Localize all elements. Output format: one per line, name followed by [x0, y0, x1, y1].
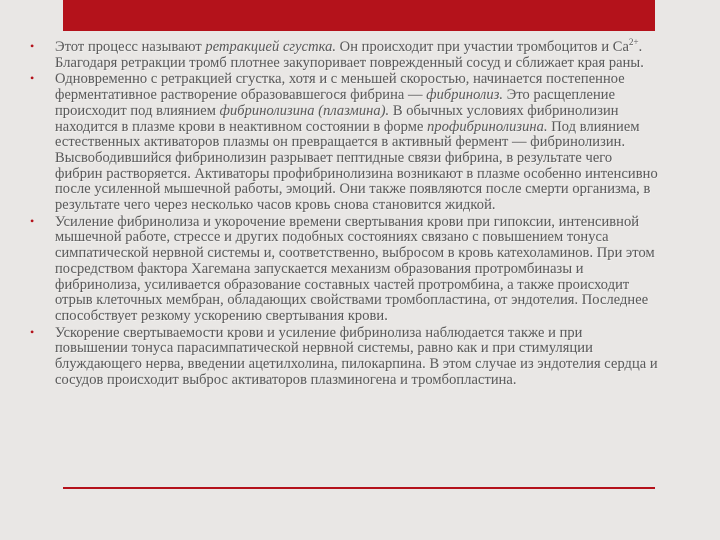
text-run: Усиление фибринолиза и укорочение времени свертывания крови при гипоксии, интенсивной мышечной работе, стрессе и других подобных состояниях связано с повышением тонуса симпатической нервной системы и, соответственно, выбросом в кровь катехоламинов. При этом посредством фактора Хагемана запускается механизм образования протромбиназы и фибринолиза, усиливается образование составных частей протромбина, а также происходит отрыв клеточных мембран, обладающих свойствами тромбопластина, от эндотелия. Последнее способствует резкому ускорению свертывания крови.	[55, 213, 655, 324]
text-run: Ускорение свертываемости крови и усиление фибринолиза наблюдается также и при повышении тонуса парасимпатической нервной системы, равно как и при стимуляции блуждающего нерва, введении ацетилхолина, пилокарпина. В этом случае из эндотелия сердца и сосудов происходит выброс активаторов плазминогена и тромбопластина.	[55, 324, 658, 388]
text-run: Этот процесс называют	[55, 39, 206, 55]
bullet-text	[55, 37, 658, 71]
slide-body	[30, 37, 658, 389]
text-run: Это расщепление происходит под влиянием	[55, 87, 616, 119]
bullet-icon: •	[30, 39, 35, 53]
term-italic: фибринолизина (плазмина).	[219, 102, 390, 119]
text-run: Он происходит при участии тромбоцитов и Са	[336, 39, 629, 55]
text-run: Одновременно с ретракцией сгустка, хотя и с меньшей скоростью, начинается постепенное ферментативное растворение образовавшегося фибрина —	[55, 71, 625, 104]
bullet-list	[30, 37, 658, 388]
bullet-text	[55, 72, 658, 213]
bullet-text	[55, 215, 658, 325]
bullet-icon: •	[30, 213, 35, 228]
text-run: В обычных условиях фибринолизин находится в плазме крови в неактивном состоянии в форме	[55, 102, 619, 135]
bullet-item	[30, 326, 658, 389]
text-run: Под влиянием естественных активаторов плазмы он превращается в активный фермент — фибринолизин. Высвободившийся фибринолизин разрывает пептидные связи фибрина, в результате чего фибрин растворяется. Активаторы профибринолизина возникают в плазме особенно интенсивно после усиленной мышечной работы, эмоций. Они также появляются после смерти организма, в результате чего через несколько часов кровь снова становится жидкой.	[55, 118, 658, 214]
footer-divider	[63, 487, 655, 489]
superscript: 2+	[629, 37, 639, 48]
title-bar	[63, 0, 655, 31]
term-italic: профибринолизина.	[427, 118, 548, 135]
bullet-icon: •	[30, 324, 35, 339]
term-italic: ретракцией сгустка.	[205, 39, 337, 55]
bullet-item	[30, 37, 658, 71]
term-italic: фибринолиз.	[426, 87, 504, 104]
bullet-item	[30, 72, 658, 213]
bullet-item	[30, 215, 658, 325]
text-run: . Благодаря ретракции тромб плотнее закупоривает поврежденный сосуд и сближает края раны.	[55, 39, 644, 71]
bullet-icon: •	[30, 71, 35, 86]
bullet-text	[55, 326, 658, 389]
